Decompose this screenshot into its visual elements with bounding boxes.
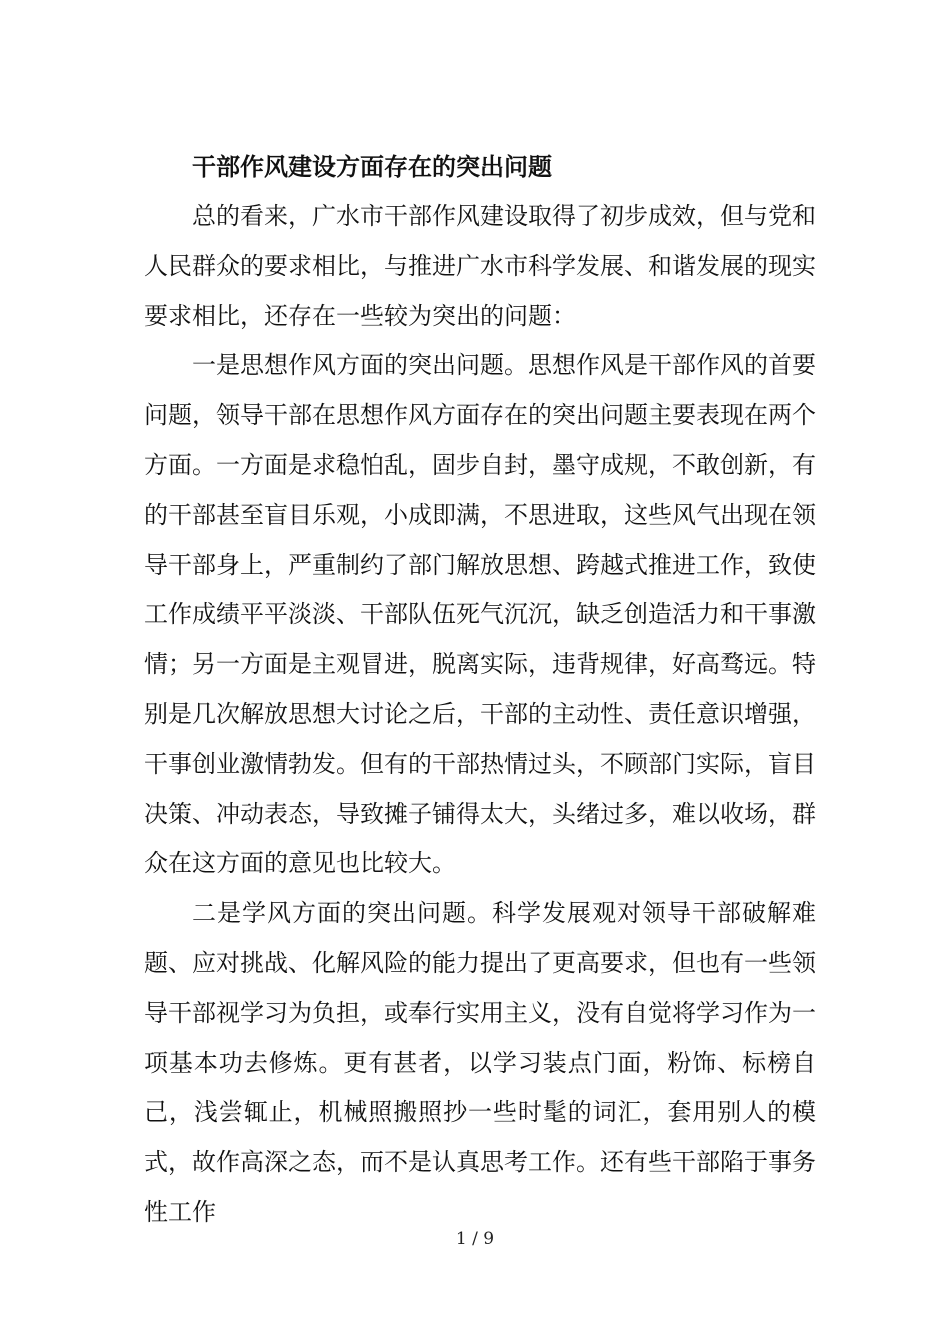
document-body [144,142,816,1238]
page-number: 1 / 9 [455,1229,495,1249]
paragraph-thinking-style: 一是思想作风方面的突出问题。思想作风是干部作风的首要问题，领导干部在思想作风方面存在的突出问题主要表现在两个方面。一方面是求稳怕乱，固步自封，墨守成规，不敢创新，有的干部甚至盲目乐观，小成即满，不思进取，这些风气出现在领导干部身上，严重制约了部门解放思想、跨越式推进工作，致使工作成绩平平淡淡、干部队伍死气沉沉，缺乏创造活力和干事激情；另一方面是主观冒进，脱离实际，违背规律，好高骛远。特别是几次解放思想大讨论之后，干部的主动性、责任意识增强，干事创业激情勃发。但有的干部热情过头，不顾部门实际，盲目决策、冲动表态，导致摊子铺得太大，头绪过多，难以收场，群众在这方面的意见也比较大。 [144,351,816,878]
paragraph-intro: 总的看来，广水市干部作风建设取得了初步成效，但与党和人民群众的要求相比，与推进广水市科学发展、和谐发展的现实要求相比，还存在一些较为突出的问题： [144,202,816,330]
document-title: 干部作风建设方面存在的突出问题 [192,153,552,181]
paragraph-study-style: 二是学风方面的突出问题。科学发展观对领导干部破解难题、应对挑战、化解风险的能力提出了更高要求，但也有一些领导干部视学习为负担，或奉行实用主义，没有自觉将学习作为一项基本功去修炼。更有甚者，以学习装点门面，粉饰、标榜自己，浅尝辄止，机械照搬照抄一些时髦的词汇，套用别人的模式，故作高深之态，而不是认真思考工作。还有些干部陷于事务性工作 [144,899,816,1226]
